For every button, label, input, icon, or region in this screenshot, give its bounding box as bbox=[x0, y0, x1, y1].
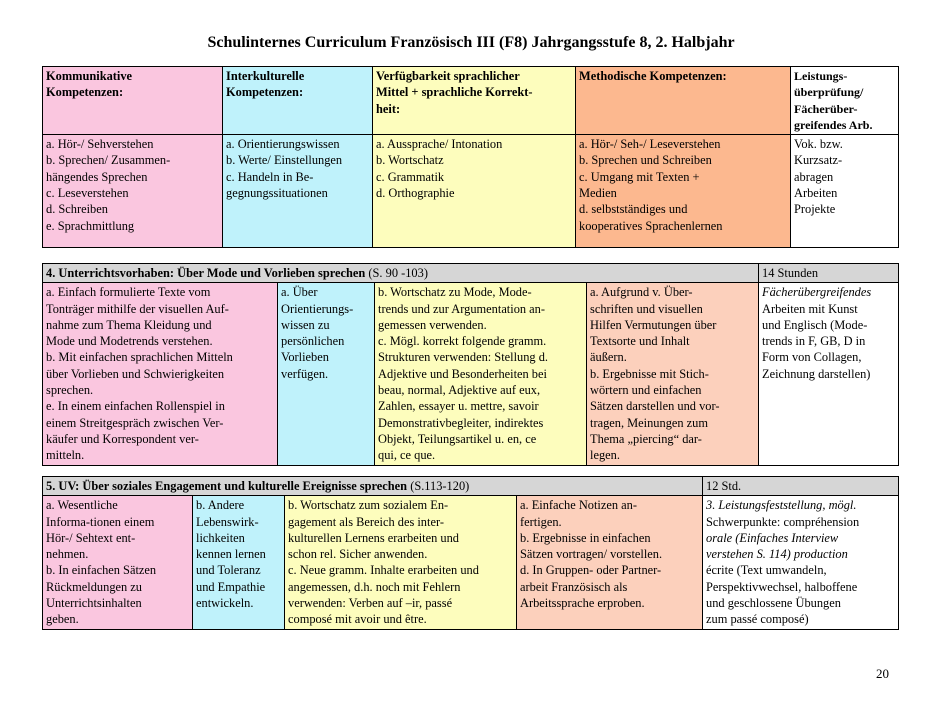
unit5-assessment: 3. Leistungsfeststellung, mögl. Schwerpunkte: compréhension orale (Einfaches Interview verstehen S. 114) production écrite (Text umwandeln, Perspektivwechsel, halboffene und geschlossene Übungen zum passé composé) bbox=[703, 496, 899, 630]
unit5-language-means: b. Wortschatz zum sozialem En- gagement als Bereich des inter- kulturellen Lernens erarbeiten und schon rel. Sicher anwenden. c. Neue gramm. Inhalte erarbeiten und angemessen, d.h. noch mit Fehlern verwenden: Verben auf –ir, passé composé mit avoir und être. bbox=[285, 496, 517, 630]
header-communicative: Kommunikative Kompetenzen: bbox=[43, 67, 223, 135]
unit5-title-bar bbox=[43, 477, 703, 496]
competence-overview-table bbox=[42, 66, 899, 248]
unit4-title-bar bbox=[43, 264, 759, 283]
unit4-communicative: a. Einfach formulierte Texte vom Tonträger mithilfe der visuellen Auf- nahme zum Thema Kleidung und Mode und Modetrends verstehen. b. Mit einfachen sprachlichen Mitteln über Vorlieben und Schwierigkeiten sprechen. e. In einem einfachen Rollenspiel in einem Streitgespräch zwischen Ver- käufer und Korrespondent ver- mitteln. bbox=[43, 283, 278, 465]
cell-communicative: a. Hör-/ Sehverstehen b. Sprechen/ Zusammen- hängendes Sprechen c. Leseverstehen d. Schreiben e. Sprachmittlung bbox=[43, 135, 223, 248]
cell-language-means: a. Aussprache/ Intonation b. Wortschatz c. Grammatik d. Orthographie bbox=[373, 135, 576, 248]
unit5-communicative: a. Wesentliche Informa-tionen einem Hör-/ Sehtext ent- nehmen. b. In einfachen Sätzen Rückmeldungen zu Unterrichtsinhalten geben. bbox=[43, 496, 193, 630]
unit4-methodical: a. Aufgrund v. Über- schriften und visuellen Hilfen Vermutungen über Textsorte und Inhalt äußern. b. Ergebnisse mit Stich- wörtern und einfachen Sätzen darstellen und vor- tragen, Meinungen zum Thema „piercing“ dar- legen. bbox=[587, 283, 759, 465]
unit4-title: 4. Unterrichtsvorhaben: Über Mode und Vorlieben sprechen bbox=[46, 266, 366, 280]
unit4-crosscurricular: Fächerübergreifendes Arbeiten mit Kunst und Englisch (Mode- trends in F, GB, D in Form von Collagen, Zeichnung darstellen) bbox=[759, 283, 899, 465]
cell-assessment: Vok. bzw. Kurzsatz- abragen Arbeiten Projekte bbox=[791, 135, 899, 248]
header-assessment: Leistungs- überprüfung/ Fächerüber- greifendes Arb. bbox=[791, 67, 899, 135]
unit5-title: 5. UV: Über soziales Engagement und kulturelle Ereignisse sprechen bbox=[46, 479, 408, 493]
header-methodical: Methodische Kompetenzen: bbox=[576, 67, 791, 135]
unit5-table bbox=[42, 476, 899, 630]
unit5-intercultural: b. Andere Lebenswirk- lichkeiten kennen lernen und Toleranz und Empathie entwickeln. bbox=[193, 496, 285, 630]
unit4-pages: (S. 90 -103) bbox=[368, 266, 428, 280]
unit4-intercultural: a. Über Orientierungs- wissen zu persönlichen Vorlieben verfügen. bbox=[278, 283, 375, 465]
unit4-language-means: b. Wortschatz zu Mode, Mode- trends und zur Argumentation an- gemessen verwenden. c. Mögl. korrekt folgende gramm. Strukturen verwenden: Stellung d. Adjektive und Besonderheiten bei beau, normal, Adjektive auf eux, Zahlen, essayer u. mettre, savoir Demonstrativbegleiter, indirektes Objekt, Teilungsartikel u. en, ce qui, ce que. bbox=[375, 283, 587, 465]
cell-methodical: a. Hör-/ Seh-/ Leseverstehen b. Sprechen und Schreiben c. Umgang mit Texten + Medien d. selbstständiges und kooperatives Sprachenlernen bbox=[576, 135, 791, 248]
header-language-means: Verfügbarkeit sprachlicher Mittel + sprachliche Korrekt- heit: bbox=[373, 67, 576, 135]
page-number: 20 bbox=[876, 666, 889, 681]
unit5-methodical: a. Einfache Notizen an- fertigen. b. Ergebnisse in einfachen Sätzen vortragen/ vorstellen. d. In Gruppen- oder Partner- arbeit Französisch als Arbeitssprache erproben. bbox=[517, 496, 703, 630]
cell-intercultural: a. Orientierungswissen b. Werte/ Einstellungen c. Handeln in Be- gegnungssituationen bbox=[223, 135, 373, 248]
unit5-duration: 12 Std. bbox=[703, 477, 899, 496]
page-title: Schulinternes Curriculum Französisch III (F8) Jahrgangsstufe 8, 2. Halbjahr bbox=[207, 34, 735, 51]
unit5-pages: (S.113-120) bbox=[410, 479, 470, 493]
unit4-table bbox=[42, 263, 899, 466]
unit4-duration: 14 Stunden bbox=[759, 264, 899, 283]
header-intercultural: Interkulturelle Kompetenzen: bbox=[223, 67, 373, 135]
